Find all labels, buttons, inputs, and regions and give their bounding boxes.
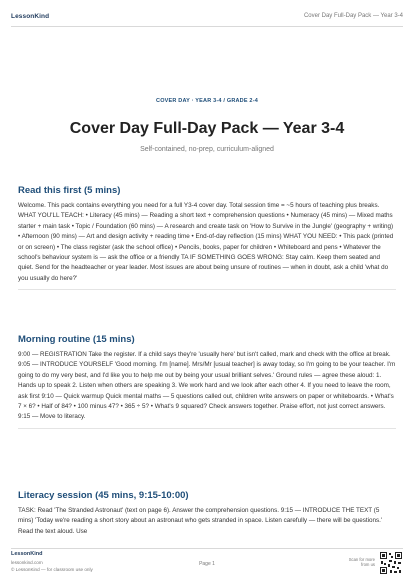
section-heading: Read this first (5 mins) [18,185,121,196]
footer-copyright: © LessonKind — for classroom use only [11,567,93,572]
header-brand: LessonKind [11,12,50,20]
page-footer [11,551,403,581]
header-running-title: Cover Day Full-Day Pack — Year 3-4 [303,13,403,19]
page-subtitle: Self-contained, no-prep, curriculum-aligned [140,146,274,153]
page-number: Page 1 [199,561,215,567]
section-morning-routine [18,334,396,429]
running-header [11,9,403,23]
footer-brand: LessonKind [11,551,43,557]
footer-divider [11,548,403,549]
doc-kicker: COVER DAY · YEAR 3-4 / GRADE 2-4 [156,98,258,104]
qr-code-icon [379,551,403,575]
footer-url[interactable]: lessonkind.com [11,560,43,565]
section-literacy [18,490,396,550]
section-heading: Morning routine (15 mins) [18,334,135,345]
section-heading: Literacy session (45 mins, 9:15-10:00) [18,490,189,501]
section-divider [18,289,396,290]
section-divider [18,428,396,429]
section-body: 9:00 — REGISTRATION Take the register. If a child says they're 'usually here' but isn't called, mark and check with the office at break. 9:05 — INTRODUCE YOURSELF 'Good morning. I'm [name]. Mrs/Mr [usual teacher] is away today, so I'm going to be your teacher. I'm going to do my very best, and I'd like you to help me out by being your usual brilliant selves.' Ground rules — agree these aloud: 1. Hands up to speak 2. Listen when others are speaking 3. We work hard and we look after each other 4. If you need to leave the room, ask first 9:10 — Quick warmup Quick mental maths — 5 questions called out, children write answers on paper or whiteboards. • What's 7 × 6? • Half of 84? • 100 minus 47? • 365 ÷ 5? • What's 9 squared? Check answers together. Praise effort, not just correct answers. 9:15 — Move to literacy. [18,351,396,421]
section-read-first [18,185,396,290]
section-body: TASK: Read 'The Stranded Astronaut' (text on page 6). Answer the comprehension questions. 9:15 — INTRODUCE THE TEXT (5 mins) 'Today we're reading a short story about an astronaut who gets stranded in space. Listen carefully — there will be questions.' Read the text aloud. Use [18,507,383,535]
section-body: Welcome. This pack contains everything you need for a full Y3-4 cover day. Total session time = ~5 hours of teaching plus breaks. WHAT YOU'LL TEACH: • Literacy (45 mins) — Reading a short text + comprehension questions • Numeracy (45 mins) — Mixed maths starter + main task • Topic / Foundation (60 mins) — A research and create task on 'How to Survive in the Jungle' (geography + writing) • Afternoon (90 mins) — Art and design activity + reading time • End-of-day reflection (15 mins) WHAT YOU NEED: • This pack (printed or on screen) • The class register (ask the school office) • Pencils, books, paper for children • Whiteboard and pens • Whatever the school's behaviour system is — ask the office or a friendly TA IF SOMETHING GOES WRONG: Stay calm. Keep them seated and quiet. Send for the headteacher or year leader. Most issues are about being unsure of routines — when in doubt, ask a child 'what do you usually do here?' [18,202,394,282]
page-title: Cover Day Full-Day Pack — Year 3-4 [69,120,345,137]
header-divider [11,26,403,27]
qr-caption: Scan for more from us [348,557,375,567]
